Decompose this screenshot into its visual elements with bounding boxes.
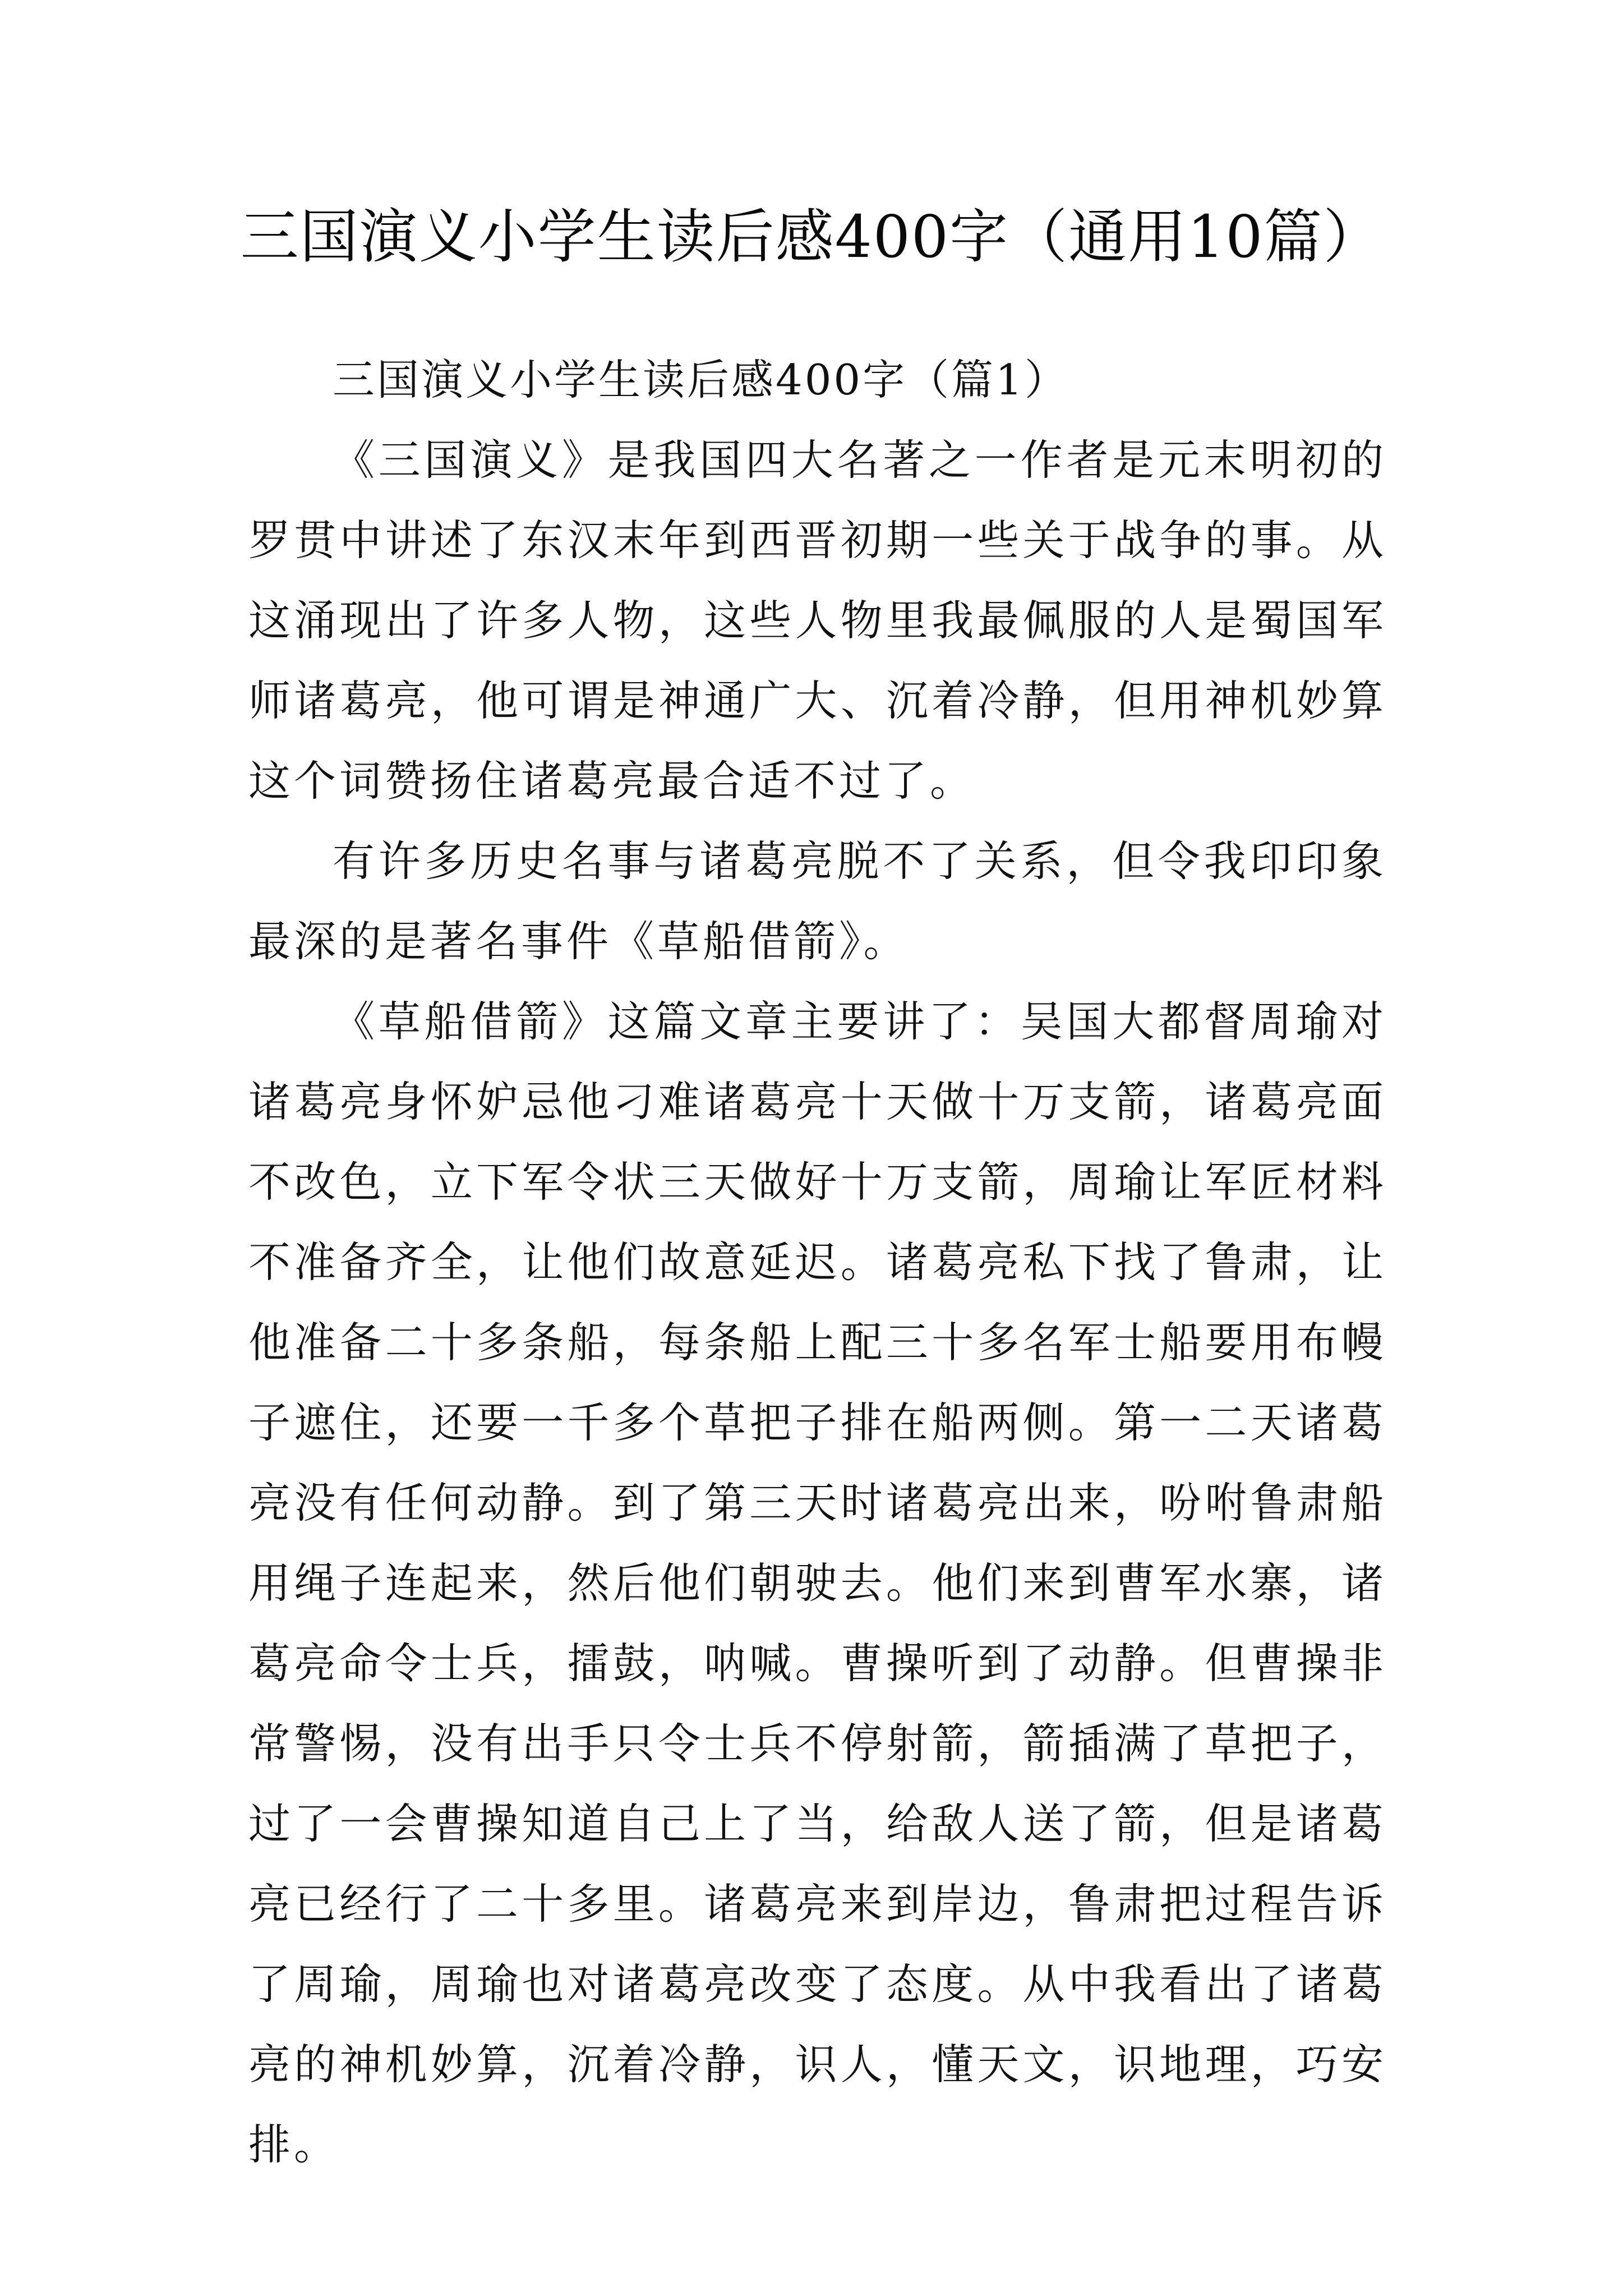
document-body [248,340,1387,2185]
paragraph: 《草船借箭》这篇文章主要讲了：吴国大都督周瑜对诸葛亮身怀妒忌他刁难诸葛亮十天做十万支箭，诸葛亮面不改色，立下军令状三天做好十万支箭，周瑜让军匠材料不准备齐全，让他们故意延迟。诸葛亮私下找了鲁肃，让他准备二十多条船，每条船上配三十多名军士船要用布幔子遮住，还要一千多个草把子排在船两侧。第一二天诸葛亮没有任何动静。到了第三天时诸葛亮出来，吩咐鲁肃船用绳子连起来，然后他们朝驶去。他们来到曹军水寨，诸葛亮命令士兵，擂鼓，呐喊。曹操听到了动静。但曹操非常警惕，没有出手只令士兵不停射箭，箭插满了草把子，过了一会曹操知道自己上了当，给敌人送了箭，但是诸葛亮已经行了二十多里。诸葛亮来到岸边，鲁肃把过程告诉了周瑜，周瑜也对诸葛亮改变了态度。从中我看出了诸葛亮的神机妙算，沉着冷静，识人，懂天文，识地理，巧安排。 [248,997,1387,2169]
document-title: 三国演义小学生读后感400字（通用10篇） [240,203,1383,271]
paragraph: 有许多历史名事与诸葛亮脱不了关系，但令我印印象最深的是著名事件《草船借箭》。 [248,836,1387,966]
section-heading: 三国演义小学生读后感400字（篇1） [333,355,1069,404]
paragraph: 《三国演义》是我国四大名著之一作者是元末明初的罗贯中讲述了东汉末年到西晋初期一些关于战争的事。从这涌现出了许多人物，这些人物里我最佩服的人是蜀国军师诸葛亮，他可谓是神通广大、沉着冷静，但用神机妙算这个词赞扬住诸葛亮最合适不过了。 [248,435,1387,806]
